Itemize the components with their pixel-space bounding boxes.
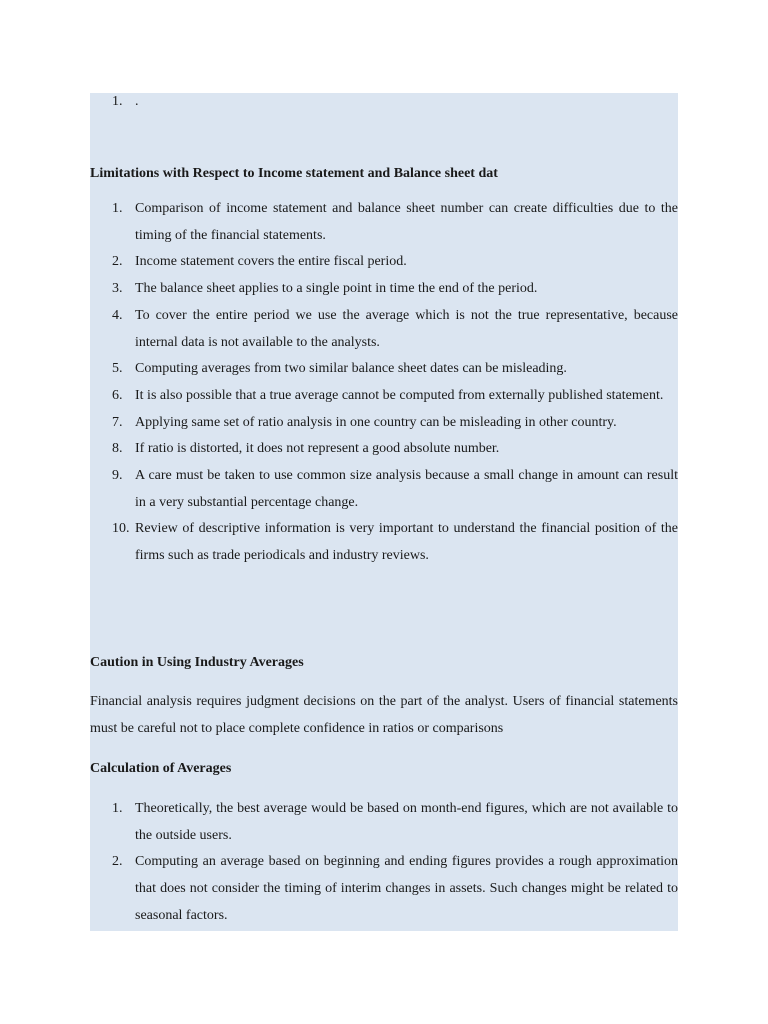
list-item bbox=[90, 383, 678, 410]
first-list bbox=[90, 89, 678, 116]
list-item bbox=[90, 516, 678, 569]
list-number: 10. bbox=[112, 521, 130, 537]
list-number: 1. bbox=[112, 201, 123, 216]
list-text: Theoretically, the best average would be based on month-end figures, which are not available to the outside users. bbox=[135, 801, 678, 843]
list-number: 1. bbox=[112, 94, 123, 109]
list-item bbox=[90, 796, 678, 849]
list-text: Applying same set of ratio analysis in one country can be misleading in other country. bbox=[135, 414, 617, 430]
list-text: Income statement covers the entire fiscal period. bbox=[135, 254, 407, 270]
list-item bbox=[90, 276, 678, 303]
list-item bbox=[90, 436, 678, 463]
list-number: 9. bbox=[112, 468, 123, 484]
list-number: 7. bbox=[112, 414, 123, 430]
section-heading-caution: Caution in Using Industry Averages bbox=[90, 655, 304, 670]
section-heading-calculation: Calculation of Averages bbox=[90, 761, 232, 776]
list-number: 3. bbox=[112, 281, 123, 297]
list-text: . bbox=[135, 94, 139, 109]
list-text: To cover the entire period we use the average which is not the true representative, because internal data is not available to the analysts. bbox=[135, 307, 678, 350]
list-item bbox=[90, 410, 678, 437]
list-number: 2. bbox=[112, 254, 123, 270]
list-text: The balance sheet applies to a single point in time the end of the period. bbox=[135, 281, 538, 297]
calculation-list bbox=[90, 796, 678, 930]
list-number: 2. bbox=[112, 854, 123, 870]
list-text: It is also possible that a true average cannot be computed from externally published statement. bbox=[135, 387, 664, 403]
list-text: Comparison of income statement and balance sheet number can create difficulties due to the timing of the financial statements. bbox=[135, 201, 678, 243]
list-item bbox=[90, 196, 678, 249]
list-number: 6. bbox=[112, 387, 123, 403]
document-page bbox=[90, 93, 678, 931]
section-heading-limitations: Limitations with Respect to Income statement and Balance sheet dat bbox=[90, 166, 498, 181]
list-item bbox=[90, 463, 678, 516]
list-number: 1. bbox=[112, 801, 123, 816]
list-text: Computing averages from two similar balance sheet dates can be misleading. bbox=[135, 361, 567, 377]
list-item bbox=[90, 303, 678, 356]
list-item bbox=[90, 849, 678, 929]
list-item bbox=[90, 89, 678, 116]
caution-paragraph: Financial analysis requires judgment decisions on the part of the analyst. Users of financial statements must be careful not to place complete confidence in ratios or comparisons bbox=[90, 694, 678, 736]
list-number: 4. bbox=[112, 307, 123, 323]
list-item bbox=[90, 249, 678, 276]
list-number: 8. bbox=[112, 441, 123, 457]
list-text: Review of descriptive information is very important to understand the financial position of the firms such as trade periodicals and industry reviews. bbox=[135, 521, 678, 564]
list-item bbox=[90, 356, 678, 383]
list-text: If ratio is distorted, it does not represent a good absolute number. bbox=[135, 441, 500, 457]
list-number: 5. bbox=[112, 361, 123, 377]
limitations-list bbox=[90, 196, 678, 570]
list-text: Computing an average based on beginning and ending figures provides a rough approximation that does not consider the timing of interim changes in assets. Such changes might be related to seasonal factors. bbox=[135, 854, 678, 923]
list-text: A care must be taken to use common size analysis because a small change in amount can result in a very substantial percentage change. bbox=[135, 468, 678, 510]
